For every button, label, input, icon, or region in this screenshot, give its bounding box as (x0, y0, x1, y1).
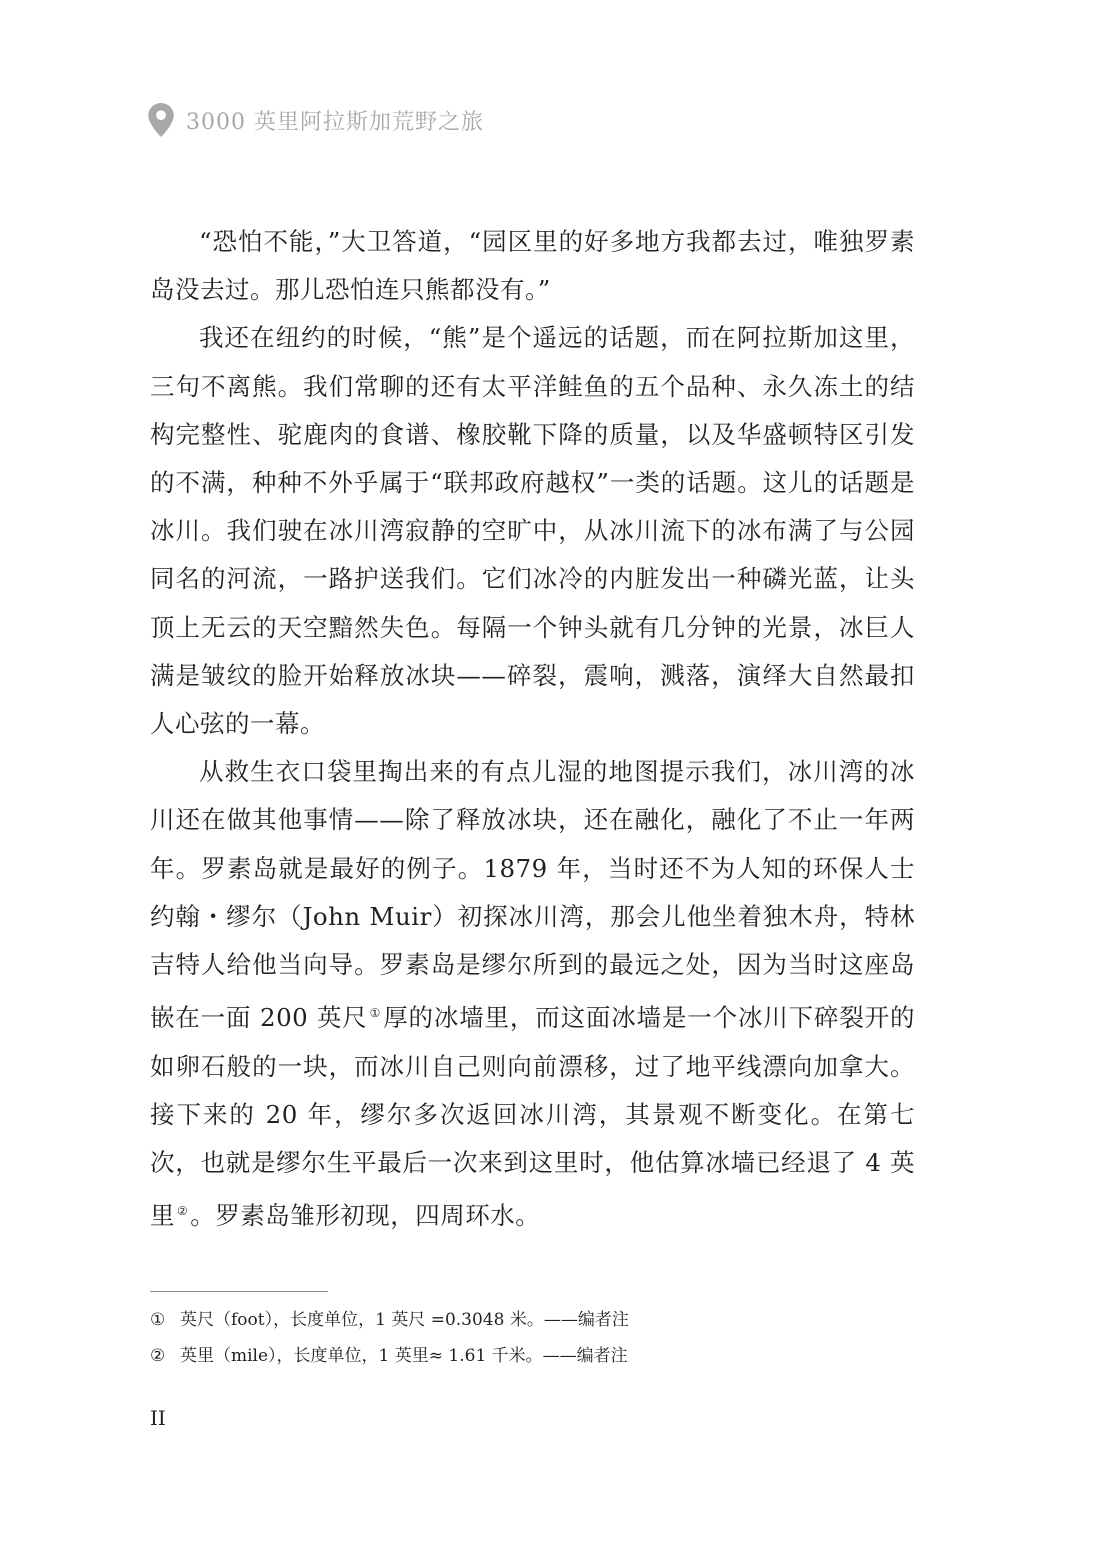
footnote-divider (150, 1291, 328, 1292)
footnote-text: 英尺（foot），长度单位，1 英尺 =0.3048 米。——编者注 (180, 1310, 629, 1330)
paragraph-text: 从救生衣口袋里掏出来的有点儿湿的地图提示我们，冰川湾的冰川还在做其他事情——除了释放冰块，还在融化，融化了不止一年两年。罗素岛就是最好的例子。1879 年，当时还不为人知的环保人士约翰・缪尔（John Muir）初探冰川湾，那会儿他坐着独木舟，特林吉特人给他当向导。罗素岛是缪尔所到的最远之处，因为当时这座岛嵌在一面 200 英尺 (150, 757, 915, 1033)
footnote-marker: ① (150, 1310, 166, 1330)
paragraph (150, 748, 915, 1240)
paragraph-text: 厚的冰墙里，而这面冰墙是一个冰川下碎裂开的如卵石般的一块，而冰川自己则向前漂移，过了地平线漂向加拿大。接下来的 20 年，缪尔多次返回冰川湾，其景观不断变化。在第七次，也就是缪尔生平最后一次来到这里时，他估算冰墙已经退了 4 英里 (150, 1003, 916, 1231)
page-number: II (150, 1406, 166, 1430)
footnote-item (150, 1302, 850, 1338)
paragraph: “恐怕不能，”大卫答道，“园区里的好多地方我都去过，唯独罗素岛没去过。那儿恐怕连只熊都没有。” (150, 227, 915, 305)
location-pin-icon (148, 103, 174, 137)
book-title: 3000 英里阿拉斯加荒野之旅 (186, 109, 484, 135)
paragraph: 我还在纽约的时候，“熊”是个遥远的话题，而在阿拉斯加这里，三句不离熊。我们常聊的还有太平洋鲑鱼的五个品种、永久冻土的结构完整性、驼鹿肉的食谱、橡胶靴下降的质量，以及华盛顿特区引发的不满，种种不外乎属于“联邦政府越权”一类的话题。这儿的话题是冰川。我们驶在冰川湾寂静的空旷中，从冰川流下的冰布满了与公园同名的河流，一路护送我们。它们冰冷的内脏发出一种磷光蓝，让头顶上无云的天空黯然失色。每隔一个钟头就有几分钟的光景，冰巨人满是皱纹的脸开始释放冰块——碎裂，震响，溅落，演绎大自然最扣人心弦的一幕。 (150, 323, 915, 739)
footnote-ref-1[interactable]: ① (369, 1006, 382, 1021)
paragraph-text: 。罗素岛雏形初现，四周环水。 (190, 1201, 541, 1231)
footnote-ref-2[interactable]: ② (177, 1204, 189, 1219)
footnote-marker: ② (150, 1346, 166, 1366)
footnotes (150, 1302, 850, 1374)
footnote-item (150, 1338, 850, 1374)
footnote-text: 英里（mile），长度单位，1 英里≈ 1.61 千米。——编者注 (180, 1346, 628, 1366)
body-text (150, 218, 915, 1241)
running-head (148, 102, 484, 138)
